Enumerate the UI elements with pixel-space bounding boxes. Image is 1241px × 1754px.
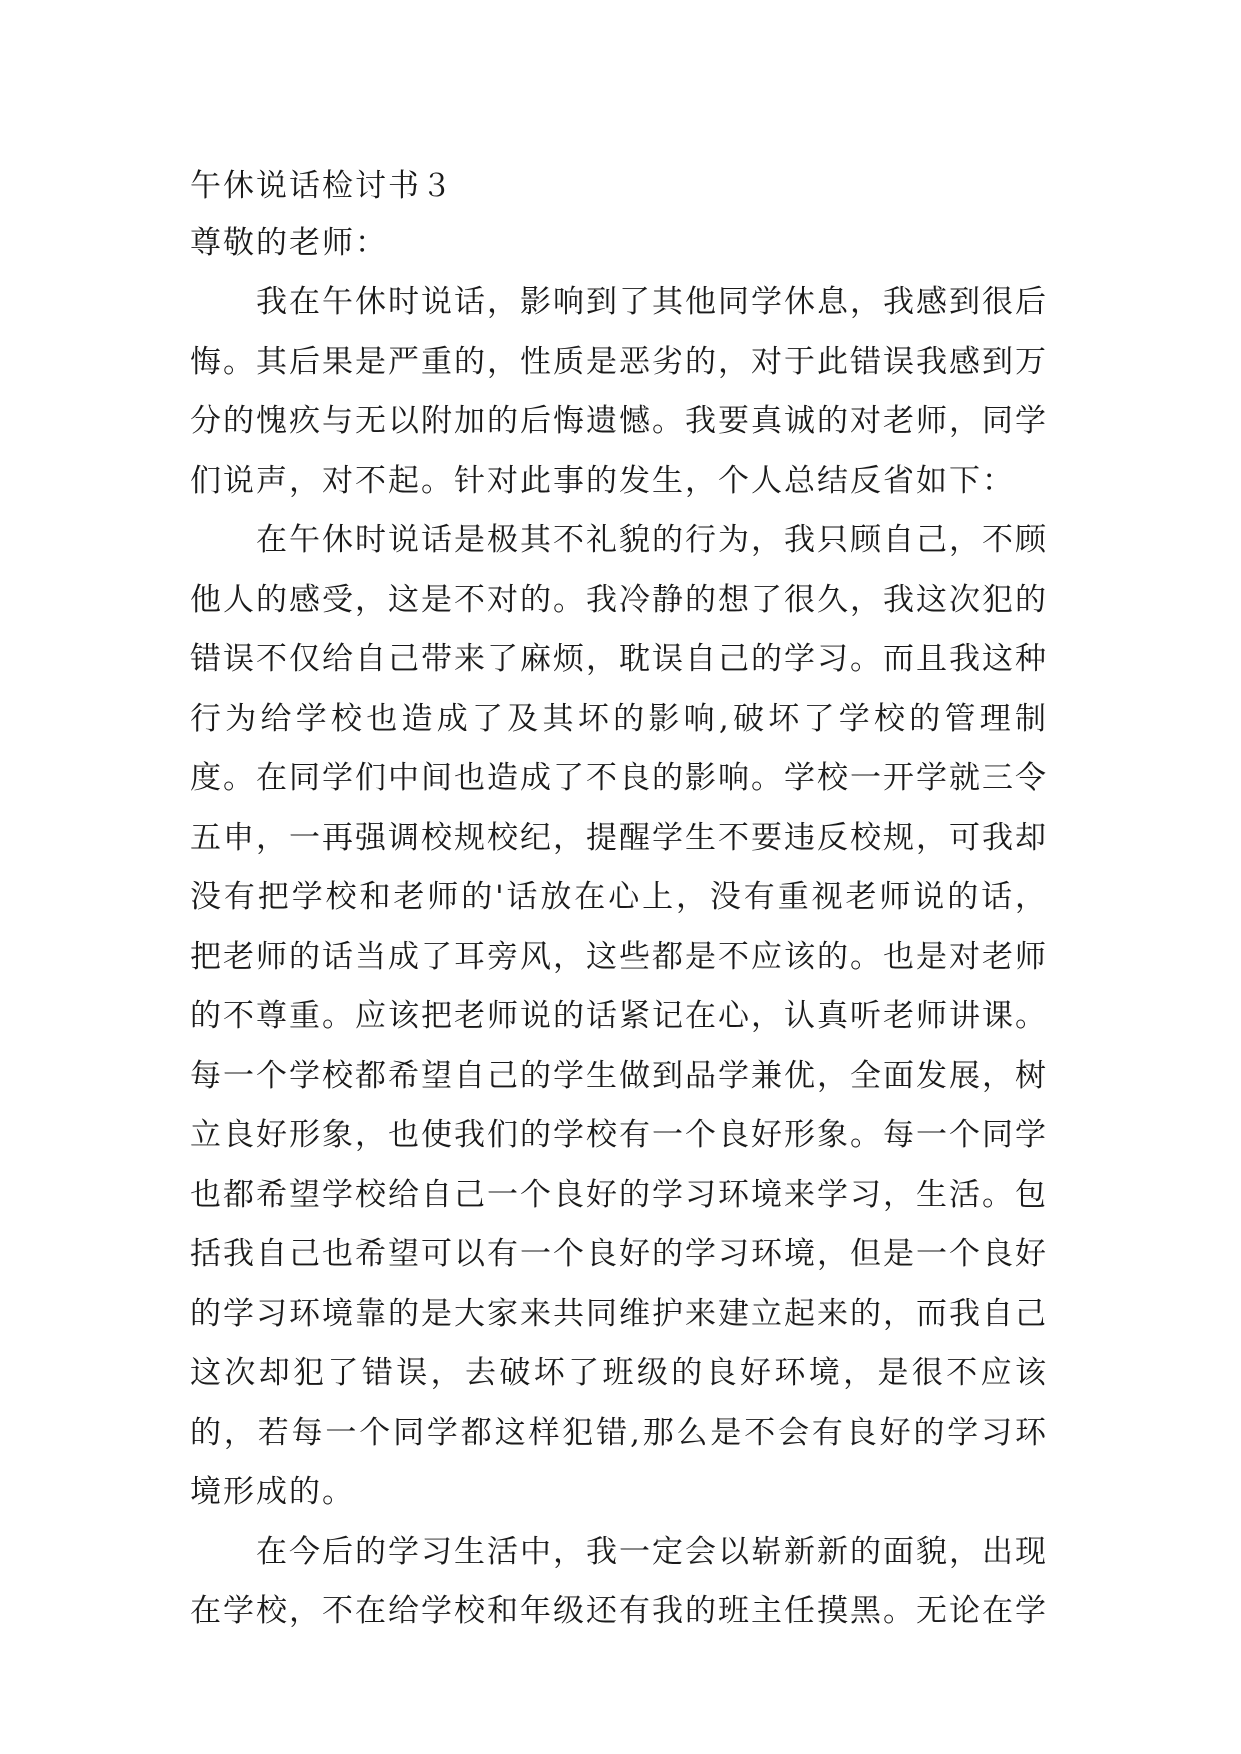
document-title: 午休说话检讨书３ xyxy=(190,168,454,204)
paragraph-apology: 我在午休时说话，影响到了其他同学休息，我感到很后悔。其后果是严重的，性质是恶劣的，对于此错误我感到万分的愧疚与无以附加的后悔遗憾。我要真诚的对老师，同学们说声，对不起。针对此事的发生，个人总结反省如下： xyxy=(190,284,1048,499)
paragraph-commitment: 在今后的学习生活中，我一定会以崭新新的面貌，出现在学校，不在给学校和年级还有我的班主任摸黑。无论在学 xyxy=(190,1533,1048,1629)
document-body xyxy=(190,160,1048,1642)
paragraph-reflection: 在午休时说话是极其不礼貌的行为，我只顾自己，不顾他人的感受，这是不对的。我冷静的想了很久，我这次犯的错误不仅给自己带来了麻烦，耽误自己的学习。而且我这种行为给学校也造成了及其坏的影响,破坏了学校的管理制度。在同学们中间也造成了不良的影响。学校一开学就三令五申，一再强调校规校纪，提醒学生不要违反校规，可我却没有把学校和老师的'话放在心上，没有重视老师说的话，把老师的话当成了耳旁风，这些都是不应该的。也是对老师的不尊重。应该把老师说的话紧记在心，认真听老师讲课。每一个学校都希望自己的学生做到品学兼优，全面发展，树立良好形象，也使我们的学校有一个良好形象。每一个同学也都希望学校给自己一个良好的学习环境来学习，生活。包括我自己也希望可以有一个良好的学习环境，但是一个良好的学习环境靠的是大家来共同维护来建立起来的，而我自己这次却犯了错误，去破坏了班级的良好环境，是很不应该的，若每一个同学都这样犯错,那么是不会有良好的学习环境形成的。 xyxy=(190,522,1048,1510)
salutation: 尊敬的老师： xyxy=(190,225,388,261)
